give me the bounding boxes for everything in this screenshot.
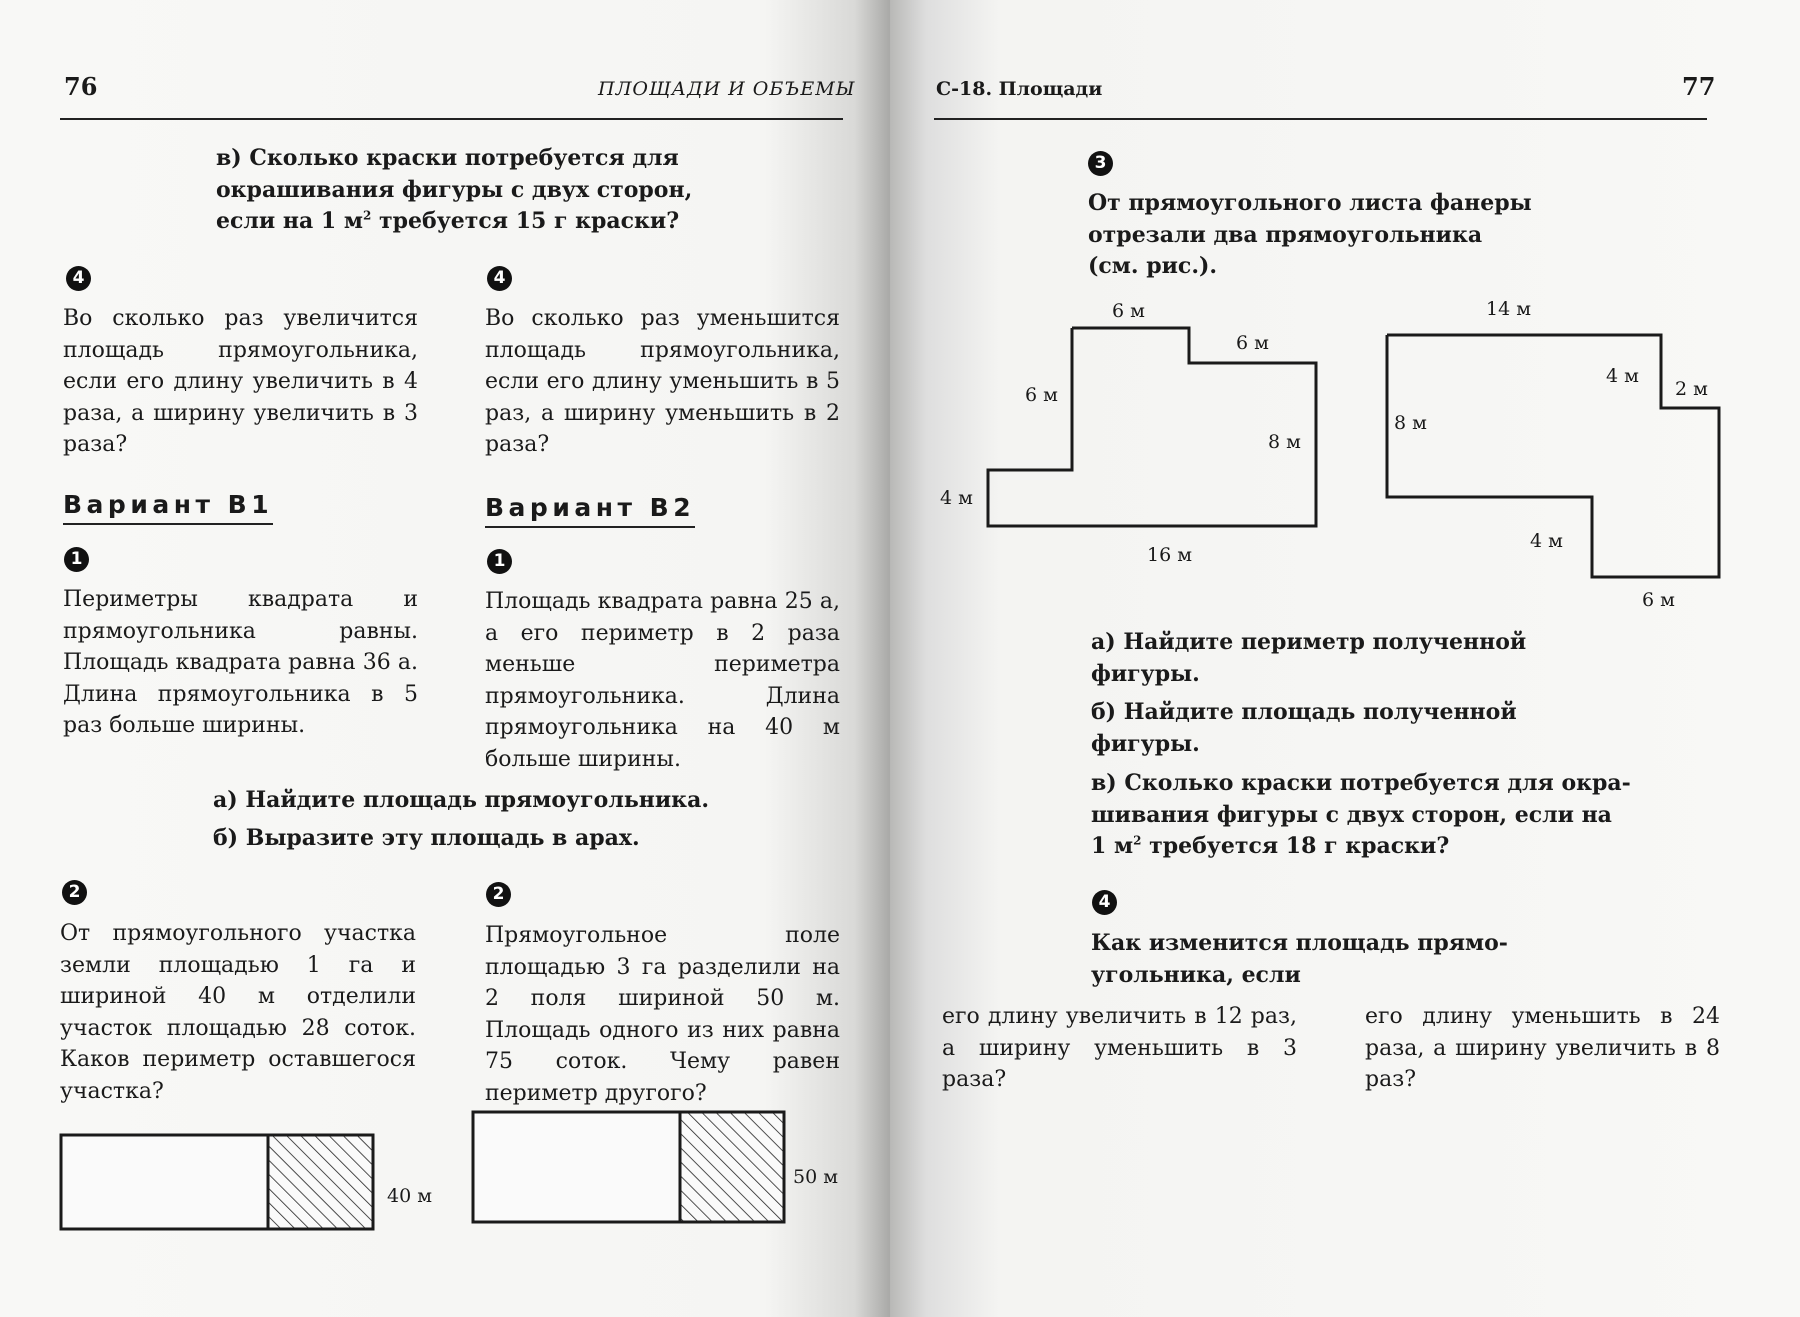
fig1-left-lower-label: 4 м bbox=[940, 487, 973, 509]
task-number-badge: 3 bbox=[1088, 151, 1113, 176]
header-rule bbox=[60, 118, 843, 120]
plot-plywood-figures bbox=[890, 290, 1800, 620]
fig1-bottom-label: 16 м bbox=[1147, 544, 1192, 566]
task-number-badge: 2 bbox=[62, 880, 87, 905]
b2-task2-text: Прямоугольное поле площадью 3 га разделили на 2 поля шириной 50 м. Площадь одного из них равна 75 соток. Чему равен периметр другого? bbox=[485, 923, 840, 1106]
b2-figure-label: 50 м bbox=[793, 1166, 838, 1188]
task3-text: От прямоугольного листа фанеры отрезали два прямоугольника (см. рис.). bbox=[1088, 190, 1532, 279]
header-rule bbox=[934, 118, 1707, 120]
fig2-notch-horizontal-label: 4 м bbox=[1606, 365, 1639, 387]
task4-option-left: его длину увеличить в 12 раз, а ширину уменьшить в 3 раза? bbox=[942, 1004, 1297, 1092]
left-page bbox=[0, 0, 890, 1317]
task4-left-text: Во сколько раз увеличится площадь прямоугольника, если его длину увеличить в 4 раза, а ширину увеличить в 3 раза? bbox=[63, 306, 418, 457]
fig2-step-label: 4 м bbox=[1530, 530, 1563, 552]
plot-figure1-outline bbox=[988, 328, 1316, 526]
task4-text: Как изменится площадь прямо- угольника, если bbox=[1091, 930, 1508, 988]
right-page bbox=[890, 0, 1800, 1317]
task-number-badge: 2 bbox=[486, 882, 511, 907]
top-question: в) Сколько краски потребуется для окрашивания фигуры с двух сторон, если на 1 $м^2$ требуется 15 г краски? bbox=[216, 145, 693, 234]
fig1-left-upper-label: 6 м bbox=[1025, 384, 1058, 406]
question-a: а) Найдите площадь прямоугольника. bbox=[213, 787, 709, 813]
task-number-badge: 1 bbox=[64, 547, 89, 572]
task-number-badge: 4 bbox=[1092, 890, 1117, 915]
page-number: 77 bbox=[1682, 72, 1716, 101]
variant-b1-title: Вариант В1 bbox=[63, 490, 273, 525]
page-number: 76 bbox=[64, 72, 98, 101]
fig1-top-left-label: 6 м bbox=[1112, 300, 1145, 322]
task-number-badge: 1 bbox=[487, 549, 512, 574]
plot-b2-figure bbox=[473, 1112, 784, 1222]
b2-task1-text: Площадь квадрата равна 25 а, а его периметр в 2 раза меньше периметра прямоугольника. Длина прямоугольника на 40 м больше ширины. bbox=[485, 589, 840, 772]
question-b: б) Выразите эту площадь в арах. bbox=[213, 825, 640, 851]
variant-b2-title: Вариант В2 bbox=[485, 493, 695, 528]
plot-figures bbox=[0, 1090, 890, 1240]
question-c: в) Сколько краски потребуется для окра- шивания фигуры с двух сторон, если на 1 $м^2$ требуется 18 г краски? bbox=[1091, 770, 1631, 859]
task4-option-right: его длину уменьшить в 24 раза, а ширину увеличить в 8 раз? bbox=[1365, 1004, 1720, 1092]
fig2-top-label: 14 м bbox=[1486, 298, 1531, 320]
task4-right-text: Во сколько раз уменьшится площадь прямоугольника, если его длину уменьшить в 5 раз, а ширину уменьшить в 2 раза? bbox=[485, 306, 840, 457]
task-number-badge: 4 bbox=[66, 266, 91, 291]
fig2-bottom-label: 6 м bbox=[1642, 589, 1675, 611]
running-title: ПЛОЩАДИ И ОБЪЕМЫ bbox=[598, 78, 856, 100]
b1-task2-text: От прямоугольного участка земли площадью 1 га и шириной 40 м отделили участок площадью 28 соток. Каков периметр оставшегося участка? bbox=[60, 921, 416, 1104]
fig2-notch-vertical-label: 2 м bbox=[1675, 378, 1708, 400]
task-number-badge: 4 bbox=[487, 266, 512, 291]
fig1-right-label: 8 м bbox=[1268, 431, 1301, 453]
question-b: б) Найдите площадь полученной фигуры. bbox=[1091, 699, 1517, 757]
fig2-left-label: 8 м bbox=[1394, 412, 1427, 434]
fig1-top-right-label: 6 м bbox=[1236, 332, 1269, 354]
question-a: а) Найдите периметр полученной фигуры. bbox=[1091, 629, 1527, 687]
section-title: С-18. Площади bbox=[936, 78, 1103, 100]
plot-b1-figure bbox=[61, 1135, 373, 1229]
b1-task1-text: Периметры квадрата и прямоугольника равны. Площадь квадрата равна 36 а. Длина прямоугольника в 5 раз больше ширины. bbox=[63, 587, 418, 738]
b1-figure-label: 40 м bbox=[387, 1185, 432, 1207]
